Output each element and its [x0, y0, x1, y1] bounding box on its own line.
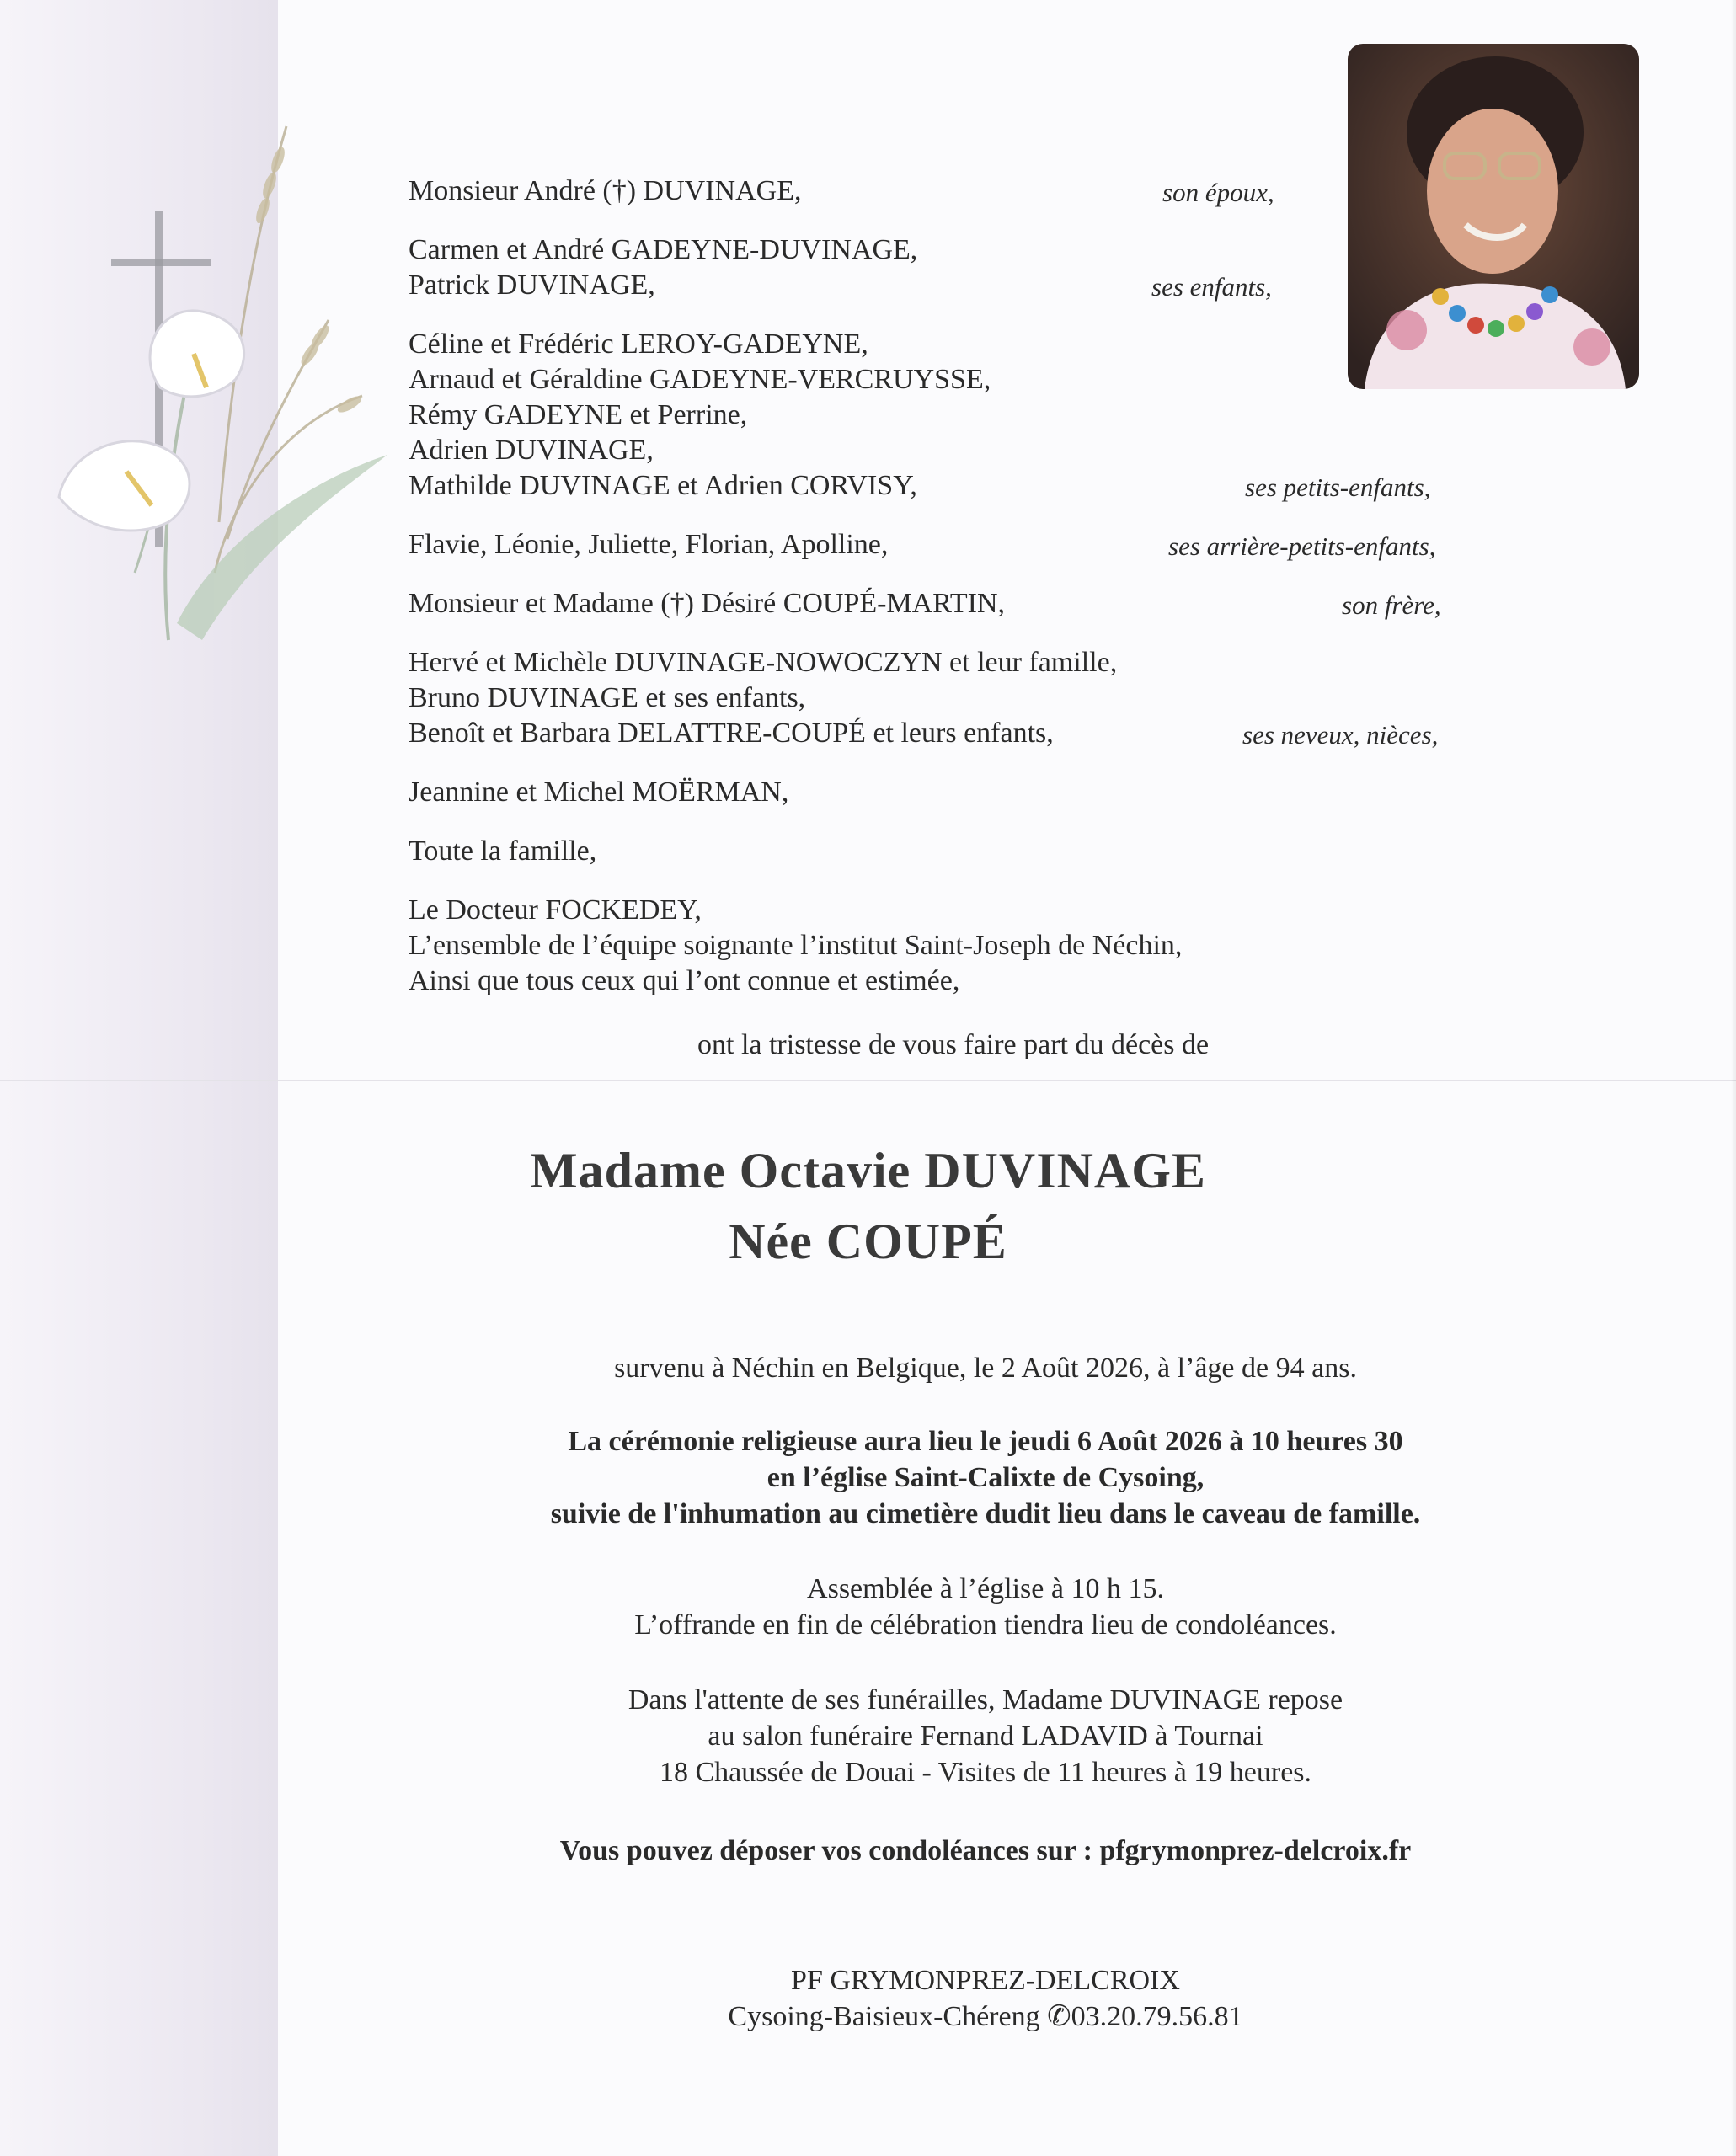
relation-label: ses enfants,	[1151, 272, 1272, 302]
calla-lily-icon	[59, 311, 244, 531]
assembly-block	[354, 1571, 1617, 1643]
family-group	[409, 834, 1461, 869]
family-line: Adrien DUVINAGE,	[409, 435, 654, 466]
family-line: Jeannine et Michel MOËRMAN,	[409, 776, 789, 808]
intro-text: ont la tristesse de vous faire part du décès de	[697, 1029, 1210, 1060]
family-group	[409, 645, 1461, 751]
cross-lily-decoration	[34, 101, 404, 707]
family-line: Patrick DUVINAGE,	[409, 270, 655, 301]
family-group	[409, 173, 1461, 209]
family-line: Rémy GADEYNE et Perrine,	[409, 399, 748, 430]
page-edge-shadow	[1731, 0, 1736, 2156]
ceremony-block	[354, 1423, 1617, 1532]
assembly-line: L’offrande en fin de célébration tiendra lieu de condoléances.	[634, 1609, 1337, 1641]
death-notice: survenu à Néchin en Belgique, le 2 Août 2026, à l’âge de 94 ans.	[614, 1353, 1357, 1384]
family-group	[409, 232, 1461, 303]
relation-label: son frère,	[1342, 590, 1441, 620]
ceremony-line: La cérémonie religieuse aura lieu le jeudi 6 Août 2026 à 10 heures 30	[568, 1426, 1403, 1457]
rest-line: au salon funéraire Fernand LADAVID à Tournai	[708, 1721, 1263, 1752]
deceased-birth-name: Née COUPÉ	[729, 1214, 1007, 1269]
assembly-line: Assemblée à l’église à 10 h 15.	[807, 1573, 1164, 1604]
relation-label: ses neveux, nièces,	[1242, 720, 1439, 750]
family-line: Mathilde DUVINAGE et Adrien CORVISY,	[409, 470, 917, 501]
relation-label: ses petits-enfants,	[1245, 472, 1431, 502]
deceased-name: Madame Octavie DUVINAGE	[530, 1143, 1206, 1198]
family-group	[409, 586, 1461, 622]
funeral-home-contact: Cysoing-Baisieux-Chéreng ✆03.20.79.56.81	[728, 2001, 1243, 2032]
family-line: Bruno DUVINAGE et ses enfants,	[409, 682, 806, 713]
family-line: Monsieur André (†) DUVINAGE,	[409, 175, 802, 206]
funeral-home-name: PF GRYMONPREZ-DELCROIX	[791, 1965, 1180, 1996]
family-line: Carmen et André GADEYNE-DUVINAGE,	[409, 234, 918, 265]
ceremony-line: en l’église Saint-Calixte de Cysoing,	[767, 1462, 1205, 1493]
family-group	[409, 327, 1461, 504]
family-line: Benoît et Barbara DELATTRE-COUPÉ et leurs enfants,	[409, 718, 1054, 749]
fold-line	[0, 1080, 1736, 1081]
family-line: Ainsi que tous ceux qui l’ont connue et estimée,	[409, 965, 960, 996]
family-line: Hervé et Michèle DUVINAGE-NOWOCZYN et leur famille,	[409, 647, 1118, 678]
family-group	[409, 527, 1461, 563]
family-line: Arnaud et Géraldine GADEYNE-VERCRUYSSE,	[409, 364, 991, 395]
rest-block	[354, 1682, 1617, 1790]
family-line: Céline et Frédéric LEROY-GADEYNE,	[409, 328, 868, 360]
ceremony-line: suivie de l'inhumation au cimetière dudit lieu dans le caveau de famille.	[550, 1498, 1421, 1529]
relation-label: son époux,	[1162, 178, 1274, 207]
wheat-grain-icon	[254, 146, 364, 415]
family-line: L’ensemble de l’équipe soignante l’institut Saint-Joseph de Néchin,	[409, 930, 1183, 961]
rest-line: 18 Chaussée de Douai - Visites de 11 heures à 19 heures.	[659, 1757, 1312, 1788]
family-list	[409, 173, 1461, 999]
family-group	[409, 775, 1461, 810]
family-line: Toute la famille,	[409, 835, 597, 867]
family-line: Le Docteur FOCKEDEY,	[409, 894, 702, 926]
family-line: Flavie, Léonie, Juliette, Florian, Apolline,	[409, 529, 889, 560]
relation-label: ses arrière-petits-enfants,	[1168, 531, 1436, 561]
family-group	[409, 893, 1461, 999]
rest-line: Dans l'attente de ses funérailles, Madame DUVINAGE repose	[628, 1684, 1343, 1716]
condolences-text: Vous pouvez déposer vos condoléances sur : pfgrymonprez-delcroix.fr	[559, 1835, 1412, 1866]
funeral-home-block	[354, 1962, 1617, 2035]
family-line: Monsieur et Madame (†) Désiré COUPÉ-MARTIN,	[409, 588, 1006, 619]
